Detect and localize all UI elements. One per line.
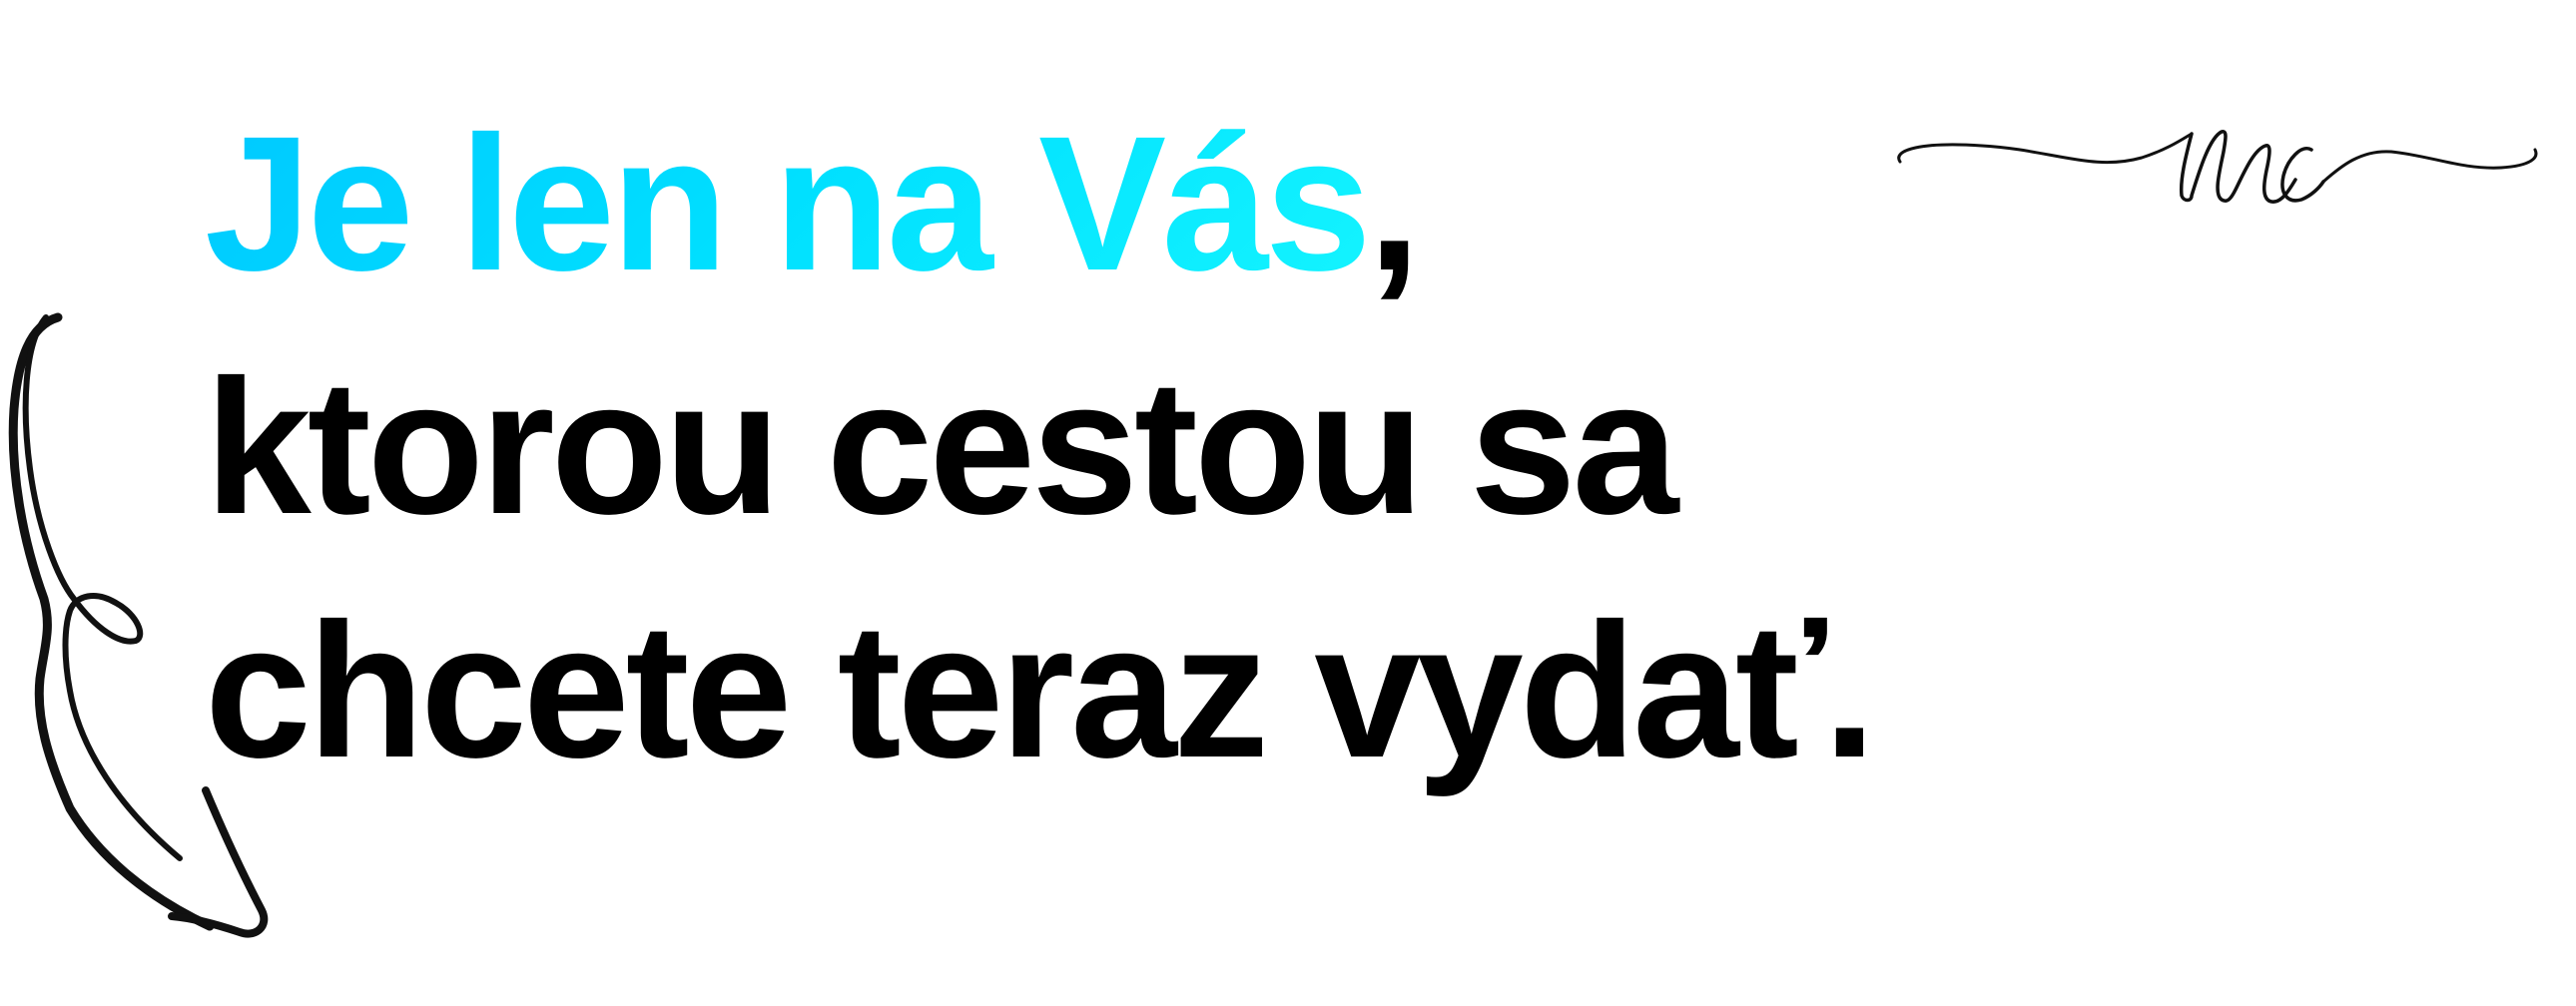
headline-line-2: ktorou cestou sa [205,339,1675,554]
headline-comma: , [1367,96,1418,310]
headline [205,82,1872,812]
ribbon-outer-stroke [13,317,210,926]
signature-flourish-right [2323,150,2536,182]
ribbon-inner-stroke [26,317,180,858]
signature-monogram-m [2182,132,2295,202]
signature-flourish-left [1899,134,2192,163]
headline-line-3: chcete teraz vydať. [205,583,1873,797]
headline-accent-text: Je len na Vás [205,96,1368,310]
signature-monogram-logo [1892,110,2541,230]
headline-line-1 [205,82,1872,325]
